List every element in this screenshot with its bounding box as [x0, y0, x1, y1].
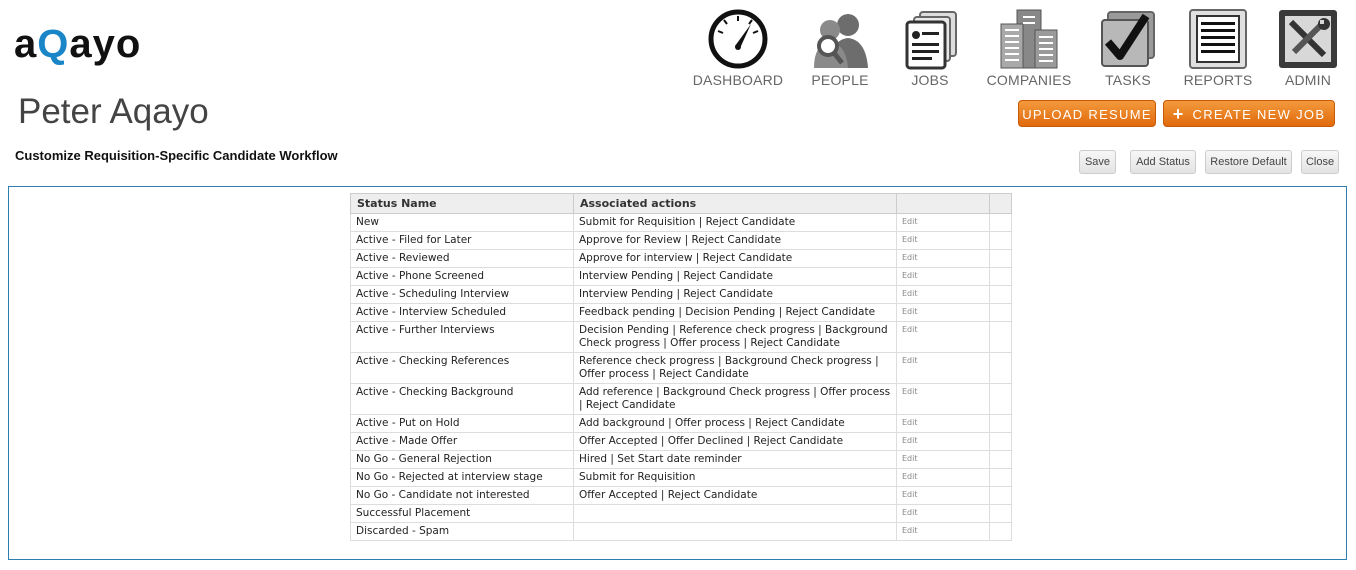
table-row [351, 469, 1012, 487]
nav-people[interactable] [790, 8, 890, 88]
main-nav [0, 8, 1356, 92]
edit-cell [897, 487, 990, 505]
edit-cell [897, 268, 990, 286]
create-new-job-button[interactable]: + CREATE NEW JOB [1163, 100, 1335, 127]
associated-actions-cell: Submit for Requisition | Reject Candidate [574, 214, 897, 232]
table-row [351, 286, 1012, 304]
table-row [351, 384, 1012, 415]
extra-cell [990, 415, 1012, 433]
associated-actions-cell [574, 505, 897, 523]
table-row [351, 451, 1012, 469]
nav-admin-label: ADMIN [1284, 72, 1332, 88]
table-header-row [351, 194, 1012, 214]
associated-actions-cell [574, 523, 897, 541]
report-list-icon [1186, 8, 1250, 70]
edit-link[interactable]: Edit [902, 325, 918, 334]
job-documents-icon [898, 8, 962, 70]
edit-cell [897, 523, 990, 541]
extra-cell [990, 214, 1012, 232]
extra-cell [990, 487, 1012, 505]
associated-actions-cell: Offer Accepted | Offer Declined | Reject Candidate [574, 433, 897, 451]
associated-actions-cell: Submit for Requisition [574, 469, 897, 487]
edit-link[interactable]: Edit [902, 472, 918, 481]
extra-cell [990, 232, 1012, 250]
table-row [351, 322, 1012, 353]
upload-resume-button[interactable]: UPLOAD RESUME [1018, 100, 1156, 127]
page-title: Customize Requisition-Specific Candidate Workflow [15, 148, 338, 163]
table-row [351, 232, 1012, 250]
nav-reports[interactable] [1168, 8, 1268, 88]
edit-link[interactable]: Edit [902, 253, 918, 262]
table-row [351, 304, 1012, 322]
status-name-cell: Active - Checking Background [351, 384, 574, 415]
extra-cell [990, 451, 1012, 469]
status-name-cell: Discarded - Spam [351, 523, 574, 541]
edit-link[interactable]: Edit [902, 490, 918, 499]
extra-cell [990, 322, 1012, 353]
table-row [351, 268, 1012, 286]
edit-cell [897, 304, 990, 322]
close-button[interactable]: Close [1301, 150, 1339, 174]
buildings-icon [997, 8, 1061, 70]
nav-companies[interactable] [979, 8, 1079, 88]
table-row [351, 433, 1012, 451]
edit-cell [897, 286, 990, 304]
extra-cell [990, 505, 1012, 523]
associated-actions-cell: Feedback pending | Decision Pending | Reject Candidate [574, 304, 897, 322]
status-name-cell: No Go - General Rejection [351, 451, 574, 469]
edit-link[interactable]: Edit [902, 356, 918, 365]
extra-cell [990, 384, 1012, 415]
edit-cell [897, 353, 990, 384]
edit-cell [897, 505, 990, 523]
status-name-cell: Active - Checking References [351, 353, 574, 384]
edit-cell [897, 384, 990, 415]
status-name-cell: Active - Reviewed [351, 250, 574, 268]
table-row [351, 487, 1012, 505]
nav-people-label: PEOPLE [811, 72, 869, 88]
nav-jobs-label: JOBS [911, 72, 949, 88]
table-row [351, 353, 1012, 384]
associated-actions-cell: Approve for interview | Reject Candidate [574, 250, 897, 268]
edit-link[interactable]: Edit [902, 307, 918, 316]
extra-cell [990, 433, 1012, 451]
nav-reports-label: REPORTS [1183, 72, 1253, 88]
status-name-cell: New [351, 214, 574, 232]
nav-tasks[interactable] [1078, 8, 1178, 88]
gauge-icon [706, 8, 770, 70]
extra-cell [990, 286, 1012, 304]
extra-cell [990, 353, 1012, 384]
status-name-cell: No Go - Candidate not interested [351, 487, 574, 505]
status-name-cell: Active - Filed for Later [351, 232, 574, 250]
restore-default-button[interactable]: Restore Default [1205, 150, 1292, 174]
associated-actions-cell: Interview Pending | Reject Candidate [574, 286, 897, 304]
associated-actions-cell: Hired | Set Start date reminder [574, 451, 897, 469]
edit-cell [897, 433, 990, 451]
extra-cell [990, 268, 1012, 286]
nav-dashboard[interactable] [688, 8, 788, 88]
status-name-cell: Active - Made Offer [351, 433, 574, 451]
status-name-cell: Successful Placement [351, 505, 574, 523]
aqayo-logo[interactable]: aQayo [14, 22, 142, 66]
associated-actions-header: Associated actions [574, 194, 897, 214]
edit-header [897, 194, 990, 214]
associated-actions-cell: Add reference | Background Check progress | Offer process | Reject Candidate [574, 384, 897, 415]
status-name-header: Status Name [351, 194, 574, 214]
status-name-cell: No Go - Rejected at interview stage [351, 469, 574, 487]
table-row [351, 523, 1012, 541]
associated-actions-cell: Reference check progress | Background Check progress | Offer process | Reject Candidate [574, 353, 897, 384]
edit-cell [897, 214, 990, 232]
checkbox-icon [1096, 8, 1160, 70]
edit-cell [897, 469, 990, 487]
table-row [351, 505, 1012, 523]
extra-cell [990, 250, 1012, 268]
add-status-button[interactable]: Add Status [1130, 150, 1196, 174]
nav-admin[interactable] [1258, 8, 1356, 88]
admin-tools-icon [1276, 8, 1340, 70]
status-name-cell: Active - Put on Hold [351, 415, 574, 433]
status-name-cell: Active - Phone Screened [351, 268, 574, 286]
edit-cell [897, 322, 990, 353]
user-name: Peter Aqayo [18, 92, 209, 131]
table-row [351, 415, 1012, 433]
edit-link[interactable]: Edit [902, 436, 918, 445]
edit-link[interactable]: Edit [902, 508, 918, 517]
edit-link[interactable]: Edit [902, 418, 918, 427]
extra-cell [990, 304, 1012, 322]
nav-tasks-label: TASKS [1105, 72, 1151, 88]
status-name-cell: Active - Interview Scheduled [351, 304, 574, 322]
edit-link[interactable]: Edit [902, 217, 918, 226]
save-button[interactable]: Save [1079, 150, 1116, 174]
associated-actions-cell: Add background | Offer process | Reject Candidate [574, 415, 897, 433]
extra-header [990, 194, 1012, 214]
workflow-table [350, 193, 1012, 541]
nav-jobs[interactable] [880, 8, 980, 88]
extra-cell [990, 523, 1012, 541]
edit-link[interactable]: Edit [902, 454, 918, 463]
table-row [351, 214, 1012, 232]
edit-cell [897, 451, 990, 469]
nav-dashboard-label: DASHBOARD [692, 72, 784, 88]
extra-cell [990, 469, 1012, 487]
edit-link[interactable]: Edit [902, 387, 918, 396]
edit-link[interactable]: Edit [902, 526, 918, 535]
associated-actions-cell: Approve for Review | Reject Candidate [574, 232, 897, 250]
edit-cell [897, 250, 990, 268]
associated-actions-cell: Interview Pending | Reject Candidate [574, 268, 897, 286]
people-search-icon [808, 8, 872, 70]
edit-cell [897, 415, 990, 433]
nav-companies-label: COMPANIES [986, 72, 1072, 88]
associated-actions-cell: Offer Accepted | Reject Candidate [574, 487, 897, 505]
status-name-cell: Active - Scheduling Interview [351, 286, 574, 304]
workflow-panel [8, 186, 1347, 560]
edit-cell [897, 232, 990, 250]
edit-link[interactable]: Edit [902, 289, 918, 298]
associated-actions-cell: Decision Pending | Reference check progress | Background Check progress | Offer process | Reject Candidate [574, 322, 897, 353]
workflow-table-body [351, 214, 1012, 541]
table-row [351, 250, 1012, 268]
edit-link[interactable]: Edit [902, 235, 918, 244]
plus-icon: + [1172, 104, 1185, 124]
status-name-cell: Active - Further Interviews [351, 322, 574, 353]
edit-link[interactable]: Edit [902, 271, 918, 280]
